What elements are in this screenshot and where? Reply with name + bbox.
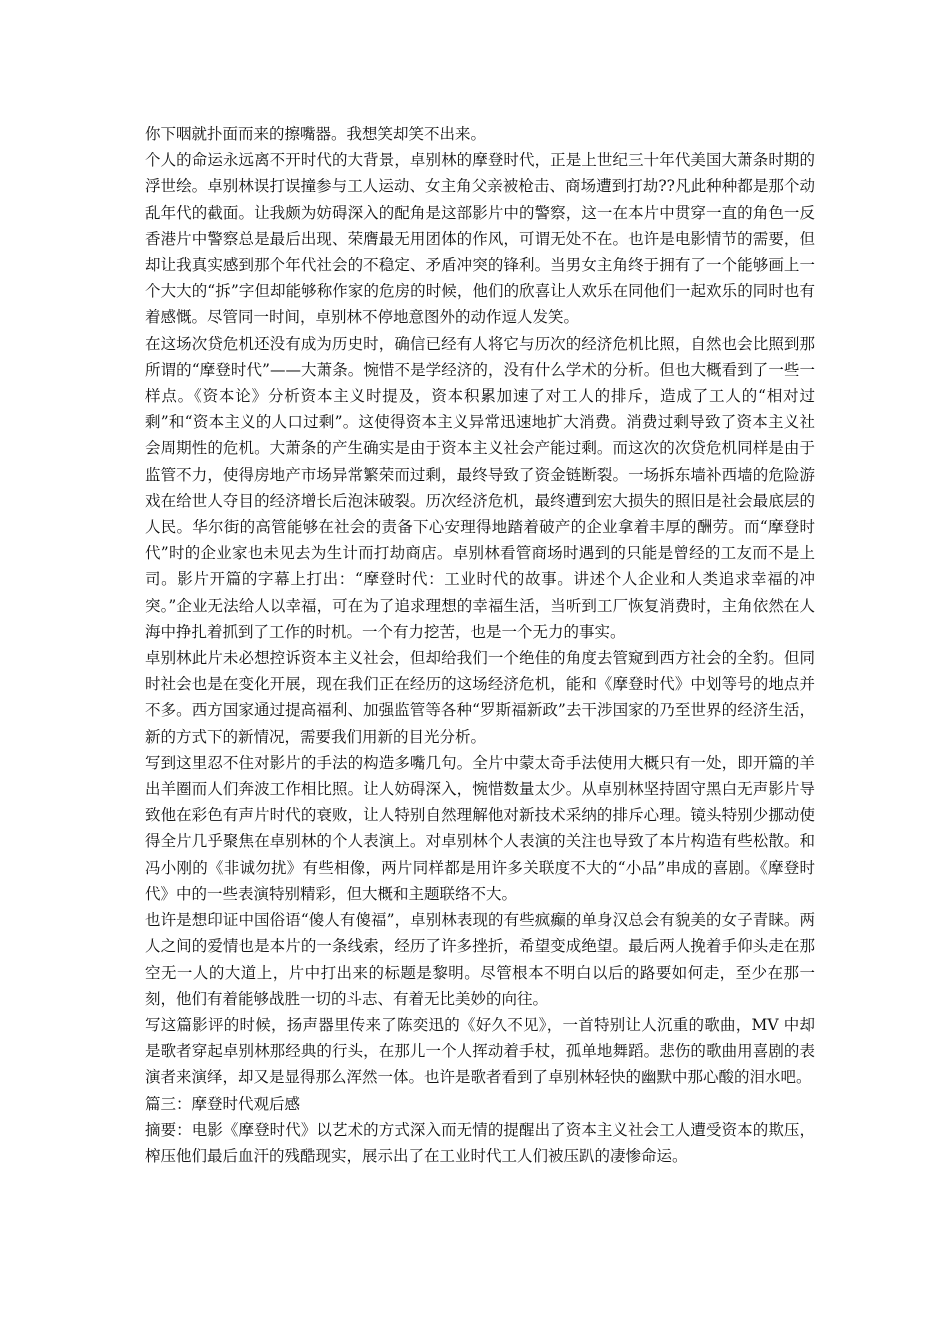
document-page (145, 121, 815, 1169)
paragraph-love-story: 也许是想印证中国俗语“傻人有傻福”，卓别林表现的有些疯癫的单身汉总会有貌美的女子青睐。两人之间的爱情也是本片的一条线索，经历了许多挫折，希望变成绝望。最后两人挽着手仰头走在那空无一人的大道上，片中打出来的标题是黎明。尽管根本不明白以后的路要如何走，至少在那一刻，他们有着能够战胜一切的斗志、有着无比美妙的向往。 (145, 911, 815, 1008)
section-heading: 篇三：摩登时代观后感 (145, 1094, 301, 1113)
abstract-paragraph: 摘要：电影《摩登时代》以艺术的方式深入而无情的提醒出了资本主义社会工人遭受资本的欺压，榨压他们最后血汗的残酷现实，展示出了在工业时代工人们被压趴的凄惨命运。 (145, 1120, 815, 1165)
paragraph-film-technique: 写到这里忍不住对影片的手法的构造多嘴几句。全片中蒙太奇手法使用大概只有一处，即开篇的羊出羊圈而人们奔波工作相比照。让人妨碍深入，惋惜数量太少。从卓别林坚持固守黑白无声影片导致他在彩色有声片时代的衰败，让人特别自然理解他对新技术采纳的排斥心理。镜头特别少挪动使得全片几乎聚焦在卓别林的个人表演上。对卓别林个人表演的关注也导致了本片构造有些松散。和冯小刚的《非诚勿扰》有些相像，两片同样都是用许多关联度不大的“小品”串成的喜剧。《摩登时代》中的一些表演特别精彩，但大概和主题联络不大。 (145, 753, 815, 903)
paragraph-western-society: 卓别林此片未必想控诉资本主义社会，但却给我们一个绝佳的角度去管窥到西方社会的全豹。但同时社会也是在变化开展，现在我们正在经历的这场经济危机，能和《摩登时代》中划等号的地点并不多。西方国家通过提高福利、加强监管等各种“罗斯福新政”去干涉国家的乃至世界的经济生活，新的方式下的新情况，需要我们用新的目光分析。 (145, 649, 815, 746)
paragraph-continuation: 你下咽就扑面而来的擦嘴器。我想笑却笑不出来。 (145, 125, 487, 143)
paragraph-economic-crisis: 在这场次贷危机还没有成为历史时，确信已经有人将它与历次的经济危机比照，自然也会比照到那所谓的“摩登时代”——大萧条。惋惜不是学经济的，没有什么学术的分析。但也大概看到了一些一样点。《资本论》分析资本主义时提及，资本积累加速了对工人的排斥，造成了工人的“相对过剩”和“资本主义的人口过剩”。这使得资本主义异常迅速地扩大消费。消费过剩导致了资本主义社会周期性的危机。大萧条的产生确实是由于资本主义社会产能过剩。而这次的次贷危机同样是由于监管不力，使得房地产市场异常繁荣而过剩，最终导致了资金链断裂。一场拆东墙补西墙的危险游戏在给世人夺目的经济增长后泡沫破裂。历次经济危机，最终遭到宏大损失的照旧是社会最底层的人民。华尔街的高管能够在社会的责备下心安理得地踏着破产的企业拿着丰厚的酬劳。而“摩登时代”时的企业家也未见去为生计而打劫商店。卓别林看管商场时遇到的只能是曾经的工友而不是上司。影片开篇的字幕上打出：“摩登时代：工业时代的故事。讲述个人企业和人类追求幸福的冲突。”企业无法给人以幸福，可在为了追求理想的幸福生活，当听到工厂恢复消费时，主角依然在人海中挣扎着抓到了工作的时机。一个有力挖苦，也是一个无力的事实。 (145, 334, 815, 641)
paragraph-era-background: 个人的命运永远离不开时代的大背景，卓别林的摩登时代，正是上世纪三十年代美国大萧条时期的浮世绘。卓别林误打误撞参与工人运动、女主角父亲被枪击、商场遭到打劫??凡此种种都是那个动乱年代的截面。让我颇为妨碍深入的配角是这部影片中的警察，这一在本片中贯穿一直的角色一反香港片中警察总是最后出现、荣膺最无用团体的作风，可谓无处不在。也许是电影情节的需要，但却让我真实感到那个年代社会的不稳定、矛盾冲突的锋利。当男女主角终于拥有了一个能够画上一个大大的“拆”字但却能够称作家的危房的时候，他们的欣喜让人欢乐在同他们一起欢乐的同时也有着感慨。尽管同一时间，卓别林不停地意图外的动作逗人发笑。 (145, 151, 815, 327)
paragraph-song: 写这篇影评的时候，扬声器里传来了陈奕迅的《好久不见》，一首特别让人沉重的歌曲，MV 中却是歌者穿起卓别林那经典的行头，在那儿一个人挥动着手杖，孤单地舞蹈。悲伤的歌曲用喜剧的表演者来演绎，却又是显得那么浑然一体。也许是歌者看到了卓别林轻快的幽默中那心酸的泪水吧。 (145, 1015, 815, 1087)
